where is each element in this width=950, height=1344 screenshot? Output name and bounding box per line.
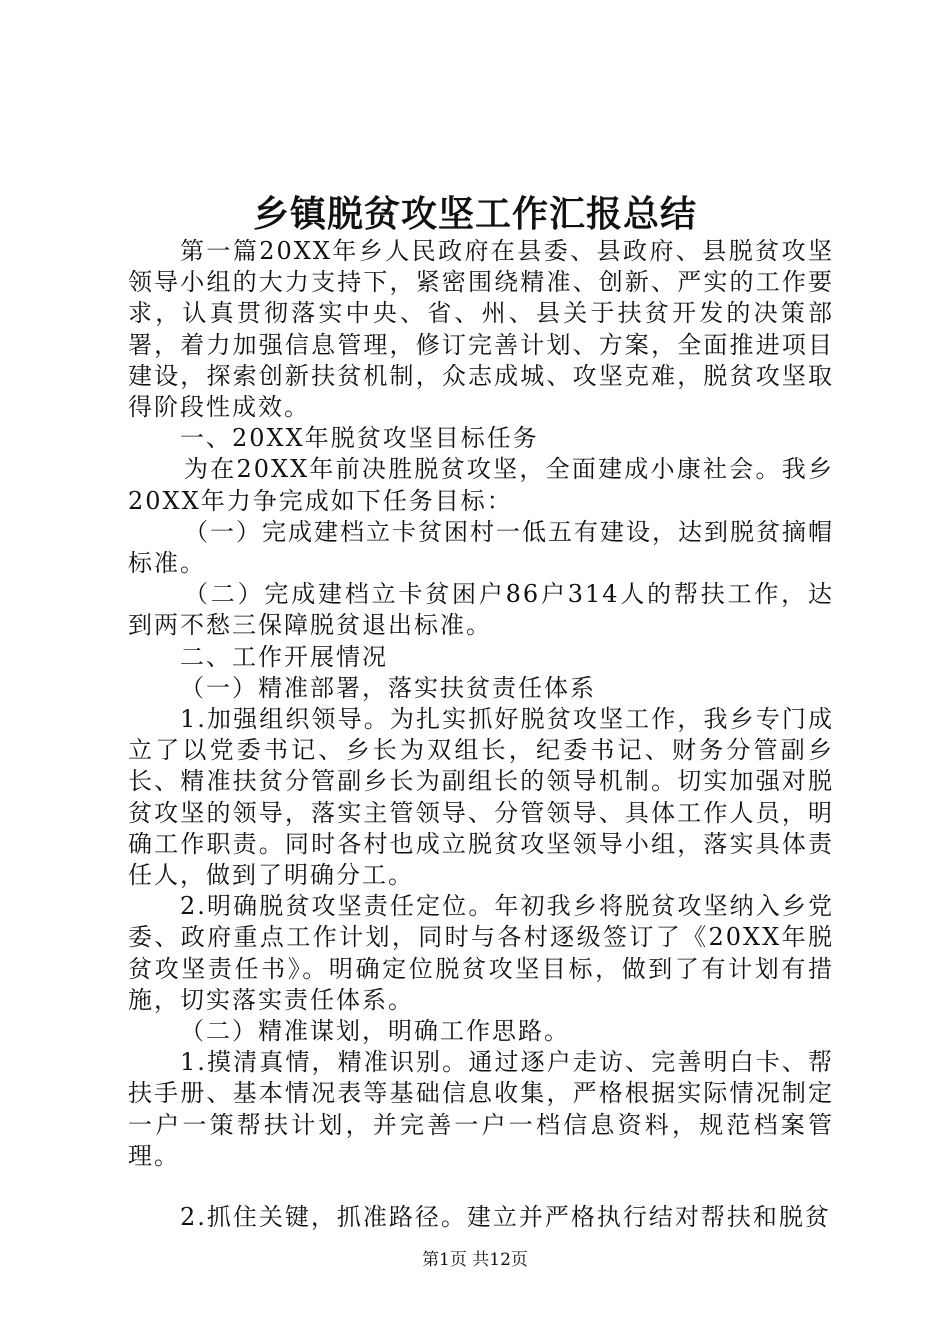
paragraph-item-2-1: 1.摸清真情，精准识别。通过逐户走访、完善明白卡、帮扶手册、基本情况表等基础信息收集，严格根据实际情况制定一户一策帮扶计划，并完善一户一档信息资料，规范档案管理。 xyxy=(128,1048,834,1170)
paragraph-goal: 为在20XX年前决胜脱贫攻坚，全面建成小康社会。我乡20XX年力争完成如下任务目标： xyxy=(128,455,834,515)
heading-subsection-1: （一）精准部署，落实扶贫责任体系 xyxy=(180,673,596,702)
paragraph-intro: 第一篇20XX年乡人民政府在县委、县政府、县脱贫攻坚领导小组的大力支持下，紧密围绕精准、创新、严实的工作要求，认真贯彻落实中央、省、州、县关于扶贫开发的决策部署，着力加强信息管理，修订完善计划、方案，全面推进项目建设，探索创新扶贫机制，众志成城、攻坚克难，脱贫攻坚取得阶段性成效。 xyxy=(128,237,834,422)
heading-subsection-2: （二）精准谋划，明确工作思路。 xyxy=(180,1017,570,1046)
page-footer: 第1页 共12页 xyxy=(422,1250,528,1270)
paragraph-goal-1: （一）完成建档立卡贫困村一低五有建设，达到脱贫摘帽标准。 xyxy=(128,517,834,578)
paragraph-goal-2: （二）完成建档立卡贫困户86户314人的帮扶工作，达到两不愁三保障脱贫退出标准。 xyxy=(128,580,834,640)
heading-section-2: 二、工作开展情况 xyxy=(180,642,388,671)
heading-section-1: 一、20XX年脱贫攻坚目标任务 xyxy=(180,424,539,453)
document-title: 乡镇脱贫攻坚工作汇报总结 xyxy=(252,193,697,235)
paragraph-item-1-2: 2.明确脱贫攻坚责任定位。年初我乡将脱贫攻坚纳入乡党委、政府重点工作计划，同时与各村逐级签订了《20XX年脱贫攻坚责任书》。明确定位脱贫攻坚目标，做到了有计划有措施，切实落实责任体系。 xyxy=(128,892,834,1014)
document-body xyxy=(128,236,834,1233)
paragraph-item-1-1: 1.加强组织领导。为扎实抓好脱贫攻坚工作，我乡专门成立了以党委书记、乡长为双组长，纪委书记、财务分管副乡长、精准扶贫分管副乡长为副组长的领导机制。切实加强对脱贫攻坚的领导，落实主管领导、分管领导、具体工作人员，明确工作职责。同时各村也成立脱贫攻坚领导小组，落实具体责任人，做到了明确分工。 xyxy=(128,705,834,890)
paragraph-item-2-2: 2.抓住关键，抓准路径。建立并严格执行结对帮扶和脱贫 xyxy=(180,1203,831,1232)
paragraph-gap xyxy=(128,1172,834,1202)
